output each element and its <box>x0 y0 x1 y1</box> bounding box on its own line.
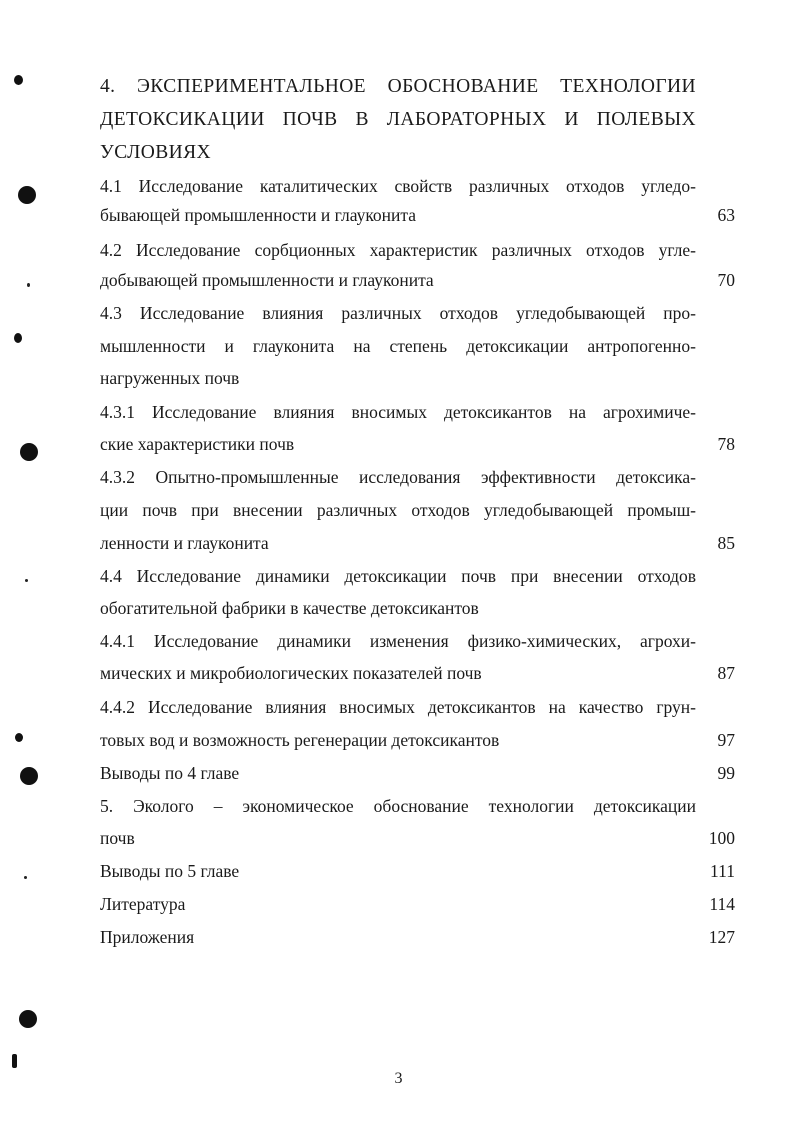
toc-page-number: 78 <box>717 434 735 454</box>
toc-entry-line: 4.3.2 Опытно-промышленные исследования эффективности детоксика- <box>100 467 696 487</box>
punch-hole-decoration <box>20 767 38 785</box>
punch-hole-decoration <box>19 1010 37 1028</box>
toc-entry-line: почв <box>100 828 135 848</box>
toc-entry-line: ские характеристики почв <box>100 434 295 454</box>
toc-entry-line: Выводы по 4 главе <box>100 763 240 783</box>
toc-entry-line: мических и микробиологических показателей почв <box>100 663 482 683</box>
toc-page-number: 97 <box>717 730 735 750</box>
toc-page-number: 100 <box>708 828 735 848</box>
toc-entry-line: бывающей промышленности и глауконита <box>100 205 417 225</box>
toc-entry-line: добывающей промышленности и глауконита <box>100 270 434 290</box>
toc-entry-line: 4.3 Исследование влияния различных отходов угледобывающей про- <box>100 303 696 323</box>
punch-hole-decoration <box>15 733 23 742</box>
toc-entry-line: 4.2 Исследование сорбционных характеристик различных отходов угле- <box>100 240 696 260</box>
toc-entry-line: нагруженных почв <box>100 368 240 388</box>
toc-entry-line: 5. Эколого – экономическое обоснование технологии детоксикации <box>100 796 696 816</box>
toc-entry-line: мышленности и глауконита на степень детоксикации антропогенно- <box>100 336 696 356</box>
chapter-heading: 4. ЭКСПЕРИМЕНТАЛЬНОЕ ОБОСНОВАНИЕ ТЕХНОЛОГИИ ДЕТОКСИКАЦИИ ПОЧВ В ЛАБОРАТОРНЫХ И ПОЛЕВЫХ УСЛОВИЯХ <box>100 76 696 163</box>
scan-speck-decoration <box>24 876 27 879</box>
toc-entry-line: товых вод и возможность регенерации детоксикантов <box>100 730 500 750</box>
toc-page-number: 87 <box>717 663 735 683</box>
punch-hole-decoration <box>12 1054 17 1068</box>
page-number: 3 <box>394 1070 403 1087</box>
toc-page-number: 111 <box>710 861 735 881</box>
toc-page-number: 63 <box>717 205 735 225</box>
toc-entry-line: ленности и глауконита <box>100 533 269 553</box>
toc-entry-line: 4.1 Исследование каталитических свойств различных отходов угледо- <box>100 176 696 196</box>
toc-page-number: 127 <box>708 927 735 947</box>
toc-page-number: 70 <box>717 270 735 290</box>
toc-entry-line: Приложения <box>100 927 195 947</box>
toc-entry-line: ции почв при внесении различных отходов угледобывающей промыш- <box>100 500 696 520</box>
toc-entry-line: Литература <box>100 894 186 914</box>
scan-speck-decoration <box>27 283 30 287</box>
scan-speck-decoration <box>25 579 28 582</box>
toc-entry-line: обогатительной фабрики в качестве детоксикантов <box>100 598 479 618</box>
punch-hole-decoration <box>20 443 38 461</box>
toc-entry-line: Выводы по 5 главе <box>100 861 240 881</box>
toc-entry-line: 4.4.2 Исследование влияния вносимых детоксикантов на качество грун- <box>100 697 696 717</box>
toc-page-number: 99 <box>717 763 735 783</box>
toc-page-number: 114 <box>709 894 735 914</box>
toc-entry-line: 4.3.1 Исследование влияния вносимых детоксикантов на агрохимиче- <box>100 402 696 422</box>
punch-hole-decoration <box>14 333 22 343</box>
toc-page-number: 85 <box>717 533 735 553</box>
punch-hole-decoration <box>14 75 23 85</box>
punch-hole-decoration <box>18 186 36 204</box>
toc-entry-line: 4.4 Исследование динамики детоксикации почв при внесении отходов <box>100 566 696 586</box>
toc-entry-line: 4.4.1 Исследование динамики изменения физико-химических, агрохи- <box>100 631 696 651</box>
